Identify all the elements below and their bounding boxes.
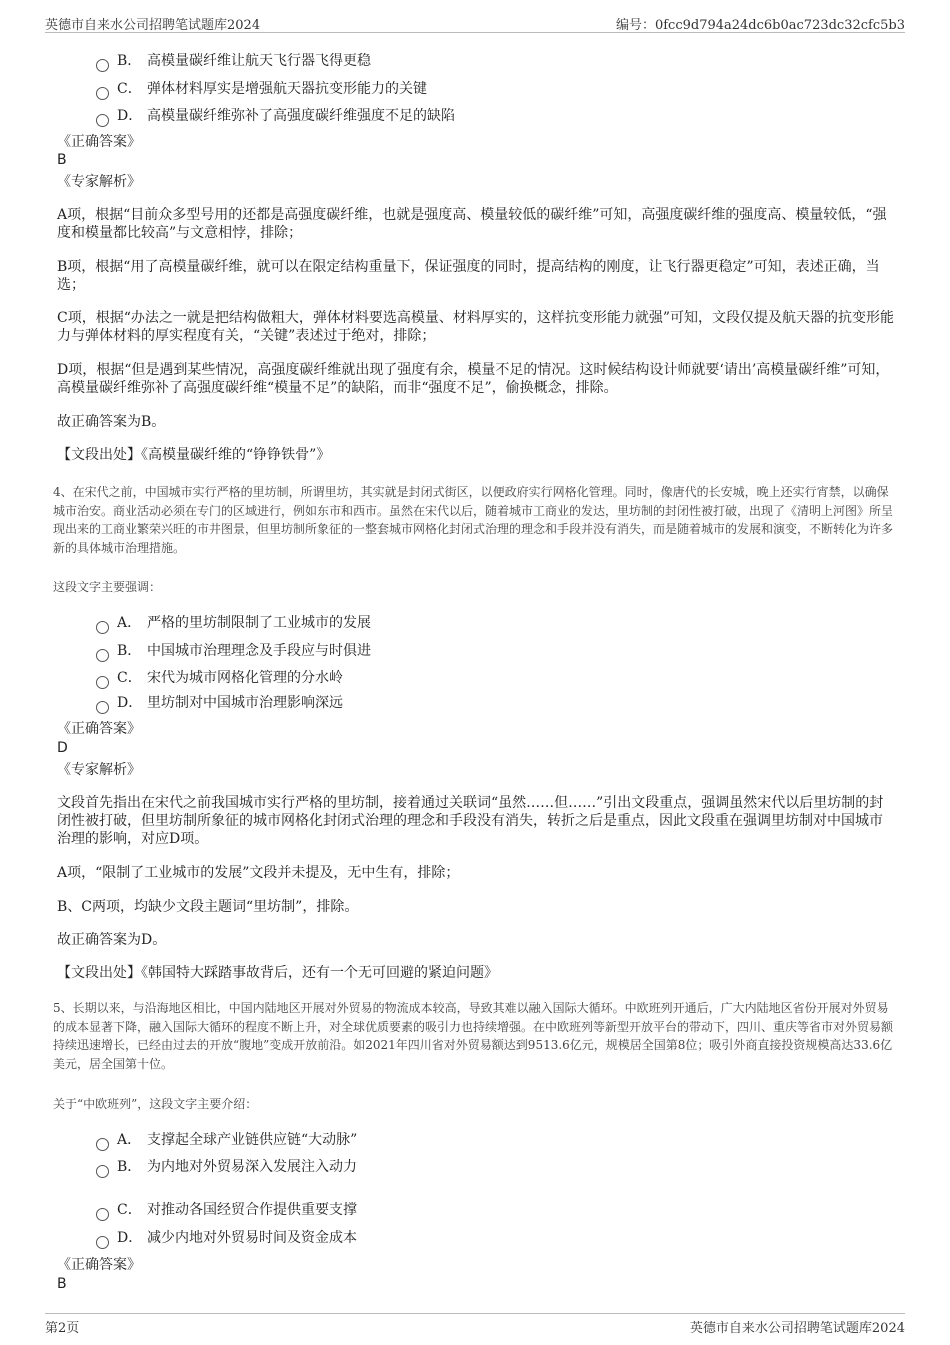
q4-answer-label: 《正确答案》 xyxy=(57,721,141,737)
radio-icon[interactable] xyxy=(96,649,109,662)
q3-analysis-a: A项，根据“目前众多型号用的还都是高强度碳纤维，也就是强度高、模量较低的碳纤维”可知，高强度碳纤维的强度高、模量较低，“强度和模量都比较高”与文意相悖，排除； xyxy=(57,207,887,241)
radio-icon[interactable] xyxy=(96,1138,109,1151)
header-doc-id: 编号：0fcc9d794a24dc6b0ac723dc32cfc5b3 xyxy=(615,18,905,33)
q3-analysis-c: C项，根据“办法之一就是把结构做粗大，弹体材料要选高模量、材料厚实的，这样抗变形能力就强”可知，文段仅提及航天器的抗变形能力与弹体材料的厚实程度有关，“关键”表述过于绝对，排除； xyxy=(57,310,895,344)
q4-stem: 4、在宋代之前，中国城市实行严格的里坊制，所谓里坊，其实就是封闭式街区，以便政府实行网格化管理。同时，像唐代的长安城，晚上还实行宵禁，以确保城市治安。商业活动必须在专门的区域进行，例如东市和西市。虽然在宋代以后，随着城市工商业的发达，里坊制的封闭性被打破，出现了《清明上河图》所呈现出来的工商业繁荣兴旺的市井图景，但里坊制所象征的一整套城市网格化封闭式治理的理念和手段并没有消失，而是随着城市的发展和演变，不断转化为许多新的具体城市治理措施。 xyxy=(53,485,894,555)
radio-icon[interactable] xyxy=(96,87,109,100)
page-number: 第2页 xyxy=(45,1321,80,1336)
radio-icon[interactable] xyxy=(96,114,109,127)
page-header xyxy=(45,14,905,33)
q5-answer: B xyxy=(57,1276,67,1292)
q5-option-c[interactable]: C． 对推动各国经贸合作提供重要支撑 xyxy=(96,1199,357,1219)
q4-answer: D xyxy=(57,740,68,756)
q3-analysis-b: B项，根据“用了高模量碳纤维，就可以在限定结构重量下，保证强度的同时，提高结构的刚度，让飞行器更稳定”可知，表述正确，当选； xyxy=(57,259,880,293)
q3-option-b[interactable]: B． 高模量碳纤维让航天飞行器飞得更稳 xyxy=(96,50,371,70)
q5-stem: 5、长期以来，与沿海地区相比，中国内陆地区开展对外贸易的物流成本较高，导致其难以融入国际大循环。中欧班列开通后，广大内陆地区省份开展对外贸易的成本显著下降，融入国际大循环的程度不断上升，对全球优质要素的吸引力也持续增强。在中欧班列等新型开放平台的带动下，四川、重庆等省市对外贸易额持续迅速增长，已经由过去的开放“腹地”变成开放前沿。如2021年四川省对外贸易额达到9513.6亿元，规模居全国第8位；吸引外商直接投资规模高达33.6亿美元，居全国第十位。 xyxy=(53,1001,894,1071)
q4-question: 这段文字主要强调： xyxy=(53,580,162,594)
q5-question: 关于“中欧班列”，这段文字主要介绍： xyxy=(53,1097,258,1111)
q3-conclusion: 故正确答案为B。 xyxy=(57,414,166,430)
q4-conclusion: 故正确答案为D。 xyxy=(57,932,167,948)
q4-option-d[interactable]: D． 里坊制对中国城市治理影响深远 xyxy=(96,692,343,712)
q4-source: 【文段出处】《韩国特大踩踏事故背后，还有一个无可回避的紧迫问题》 xyxy=(57,965,498,981)
page-footer xyxy=(45,1313,905,1334)
q4-analysis-bc: B、C两项，均缺少文段主题词“里坊制”，排除。 xyxy=(57,899,359,915)
radio-icon[interactable] xyxy=(96,621,109,634)
q5-option-b[interactable]: B． 为内地对外贸易深入发展注入动力 xyxy=(96,1156,357,1176)
q4-analysis-label: 《专家解析》 xyxy=(57,762,141,778)
radio-icon[interactable] xyxy=(96,1236,109,1249)
q3-option-d[interactable]: D． 高模量碳纤维弥补了高强度碳纤维强度不足的缺陷 xyxy=(96,105,455,125)
q3-answer: B xyxy=(57,152,67,168)
q4-option-b[interactable]: B． 中国城市治理理念及手段应与时俱进 xyxy=(96,640,371,660)
footer-title: 英德市自来水公司招聘笔试题库2024 xyxy=(689,1321,905,1336)
radio-icon[interactable] xyxy=(96,1208,109,1221)
q3-answer-label: 《正确答案》 xyxy=(57,134,141,150)
radio-icon[interactable] xyxy=(96,676,109,689)
q5-option-d[interactable]: D． 减少内地对外贸易时间及资金成本 xyxy=(96,1227,357,1247)
q4-analysis-main: 文段首先指出在宋代之前我国城市实行严格的里坊制，接着通过关联词“虽然……但……”引出文段重点，强调虽然宋代以后里坊制的封闭性被打破，但里坊制所象征的城市网格化封闭式治理的理念和手段没有消失，转折之后是重点，因此文段重在强调里坊制对中国城市治理的影响，对应D项。 xyxy=(57,795,884,847)
q4-option-c[interactable]: C． 宋代为城市网格化管理的分水岭 xyxy=(96,667,343,687)
radio-icon[interactable] xyxy=(96,701,109,714)
q3-analysis-d: D项，根据“但是遇到某些情况，高强度碳纤维就出现了强度有余，模量不足的情况。这时候结构设计师就要‘请出’高模量碳纤维”可知，高模量碳纤维弥补了高强度碳纤维“模量不足”的缺陷，而非“强度不足”，偷换概念，排除。 xyxy=(57,362,890,396)
q4-analysis-a: A项，“限制了工业城市的发展”文段并未提及，无中生有，排除； xyxy=(57,865,460,881)
q3-option-c[interactable]: C． 弹体材料厚实是增强航天器抗变形能力的关键 xyxy=(96,78,427,98)
q4-option-a[interactable]: A． 严格的里坊制限制了工业城市的发展 xyxy=(96,612,371,632)
q5-answer-label: 《正确答案》 xyxy=(57,1257,141,1273)
q5-option-a[interactable]: A． 支撑起全球产业链供应链“大动脉” xyxy=(96,1129,357,1149)
radio-icon[interactable] xyxy=(96,59,109,72)
q3-source: 【文段出处】《高模量碳纤维的“铮铮铁骨”》 xyxy=(57,447,331,463)
radio-icon[interactable] xyxy=(96,1165,109,1178)
header-title: 英德市自来水公司招聘笔试题库2024 xyxy=(45,18,261,33)
q3-analysis-label: 《专家解析》 xyxy=(57,174,141,190)
